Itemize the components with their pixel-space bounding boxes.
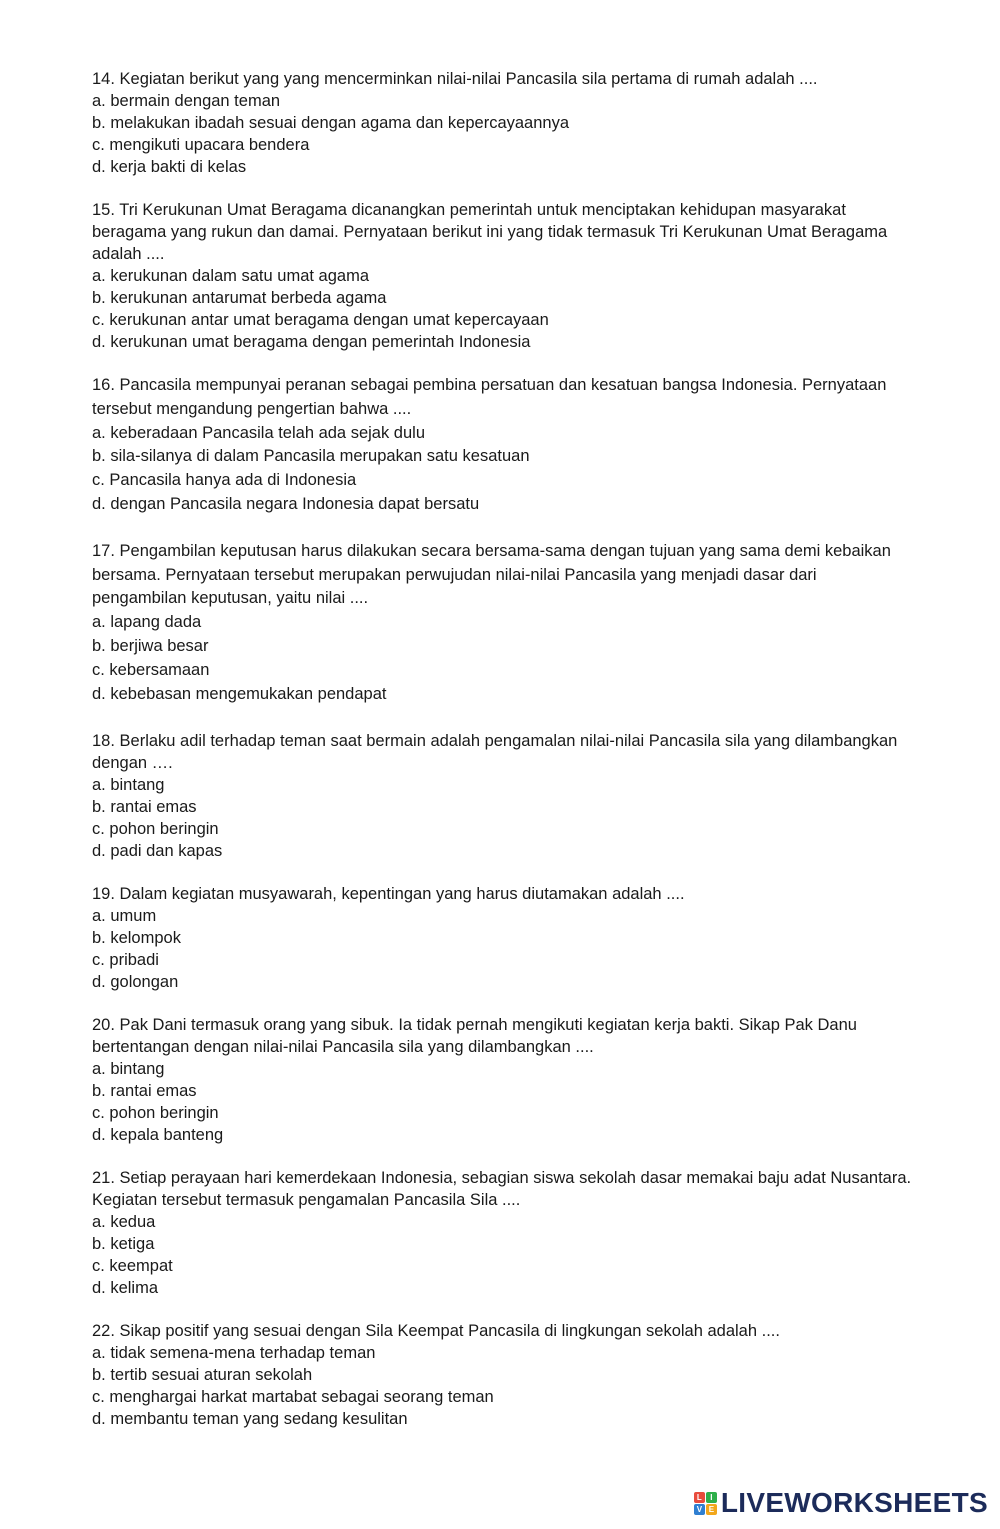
option-d[interactable]: d. kelima: [92, 1279, 159, 1298]
question-22: [92, 1320, 912, 1430]
question-text: 19. Dalam kegiatan musyawarah, kepentingan yang harus diutamakan adalah ....: [92, 885, 685, 904]
option-list: [92, 611, 912, 706]
option-c[interactable]: c. keempat: [92, 1257, 173, 1276]
option-a[interactable]: a. keberadaan Pancasila telah ada sejak dulu: [92, 423, 425, 442]
option-b[interactable]: b. kerukunan antarumat berbeda agama: [92, 289, 387, 307]
option-c[interactable]: c. Pancasila hanya ada di Indonesia: [92, 471, 357, 490]
option-d[interactable]: d. membantu teman yang sedang kesulitan: [92, 1410, 408, 1429]
logo-mark-icon: [694, 1492, 717, 1515]
option-b[interactable]: b. melakukan ibadah sesuai dengan agama dan kepercayaannya: [92, 114, 570, 132]
option-a[interactable]: a. kedua: [92, 1213, 156, 1232]
logo-mark-tile: I: [706, 1492, 717, 1503]
option-a[interactable]: a. umum: [92, 907, 157, 926]
option-a[interactable]: a. tidak semena-mena terhadap teman: [92, 1344, 376, 1363]
question-20: [92, 1014, 912, 1146]
option-c[interactable]: c. pohon beringin: [92, 1104, 219, 1123]
logo-mark-tile: E: [706, 1504, 717, 1515]
option-list: [92, 265, 912, 353]
option-c[interactable]: c. kebersamaan: [92, 660, 210, 679]
option-b[interactable]: b. rantai emas: [92, 798, 197, 817]
option-c[interactable]: c. menghargai harkat martabat sebagai seorang teman: [92, 1388, 494, 1407]
question-17: [92, 540, 912, 707]
question-21: [92, 1167, 912, 1299]
option-c[interactable]: c. pohon beringin: [92, 820, 219, 839]
question-text: 18. Berlaku adil terhadap teman saat bermain adalah pengamalan nilai-nilai Pancasila sila yang dilambangkan dengan ….: [92, 732, 898, 773]
question-text: 22. Sikap positif yang sesuai dengan Sila Keempat Pancasila di lingkungan sekolah adalah ....: [92, 1322, 780, 1341]
option-list: [92, 1058, 912, 1146]
question-text: 20. Pak Dani termasuk orang yang sibuk. Ia tidak pernah mengikuti kegiatan kerja bakti. Sikap Pak Danu bertentangan dengan nilai-nilai Pancasila sila yang dilambangkan ....: [92, 1016, 857, 1057]
option-list: [92, 1211, 912, 1299]
option-d[interactable]: d. kerukunan umat beragama dengan pemerintah Indonesia: [92, 333, 531, 351]
liveworksheets-logo: [694, 1487, 988, 1519]
question-text: 14. Kegiatan berikut yang yang mencerminkan nilai-nilai Pancasila sila pertama di rumah adalah ....: [92, 70, 818, 88]
option-d[interactable]: d. kerja bakti di kelas: [92, 158, 247, 176]
question-text: 16. Pancasila mempunyai peranan sebagai pembina persatuan dan kesatuan bangsa Indonesia. Pernyataan tersebut mengandung pengertian bahwa ....: [92, 376, 887, 418]
option-b[interactable]: b. berjiwa besar: [92, 636, 209, 655]
question-text: 17. Pengambilan keputusan harus dilakukan secara bersama-sama dengan tujuan yang sama demi kebaikan bersama. Pernyataan tersebut merupakan perwujudan nilai-nilai Pancasila yang menjadi dasar dari pengambilan keputusan, yaitu nilai ....: [92, 541, 891, 608]
option-b[interactable]: b. sila-silanya di dalam Pancasila merupakan satu kesatuan: [92, 447, 530, 466]
option-list: [92, 90, 912, 178]
option-list: [92, 1342, 912, 1430]
option-list: [92, 422, 912, 517]
question-18: [92, 730, 912, 862]
option-b[interactable]: b. kelompok: [92, 929, 181, 948]
option-list: [92, 905, 912, 993]
question-16: [92, 374, 912, 517]
option-a[interactable]: a. bermain dengan teman: [92, 92, 281, 110]
option-d[interactable]: d. dengan Pancasila negara Indonesia dapat bersatu: [92, 494, 480, 513]
worksheet-page: [92, 68, 912, 1451]
option-d[interactable]: d. padi dan kapas: [92, 842, 223, 861]
option-a[interactable]: a. bintang: [92, 1060, 165, 1079]
option-d[interactable]: d. kepala banteng: [92, 1126, 224, 1145]
option-a[interactable]: a. lapang dada: [92, 613, 202, 632]
option-a[interactable]: a. kerukunan dalam satu umat agama: [92, 267, 369, 285]
option-c[interactable]: c. kerukunan antar umat beragama dengan umat kepercayaan: [92, 311, 549, 329]
option-c[interactable]: c. mengikuti upacara bendera: [92, 136, 310, 154]
option-list: [92, 774, 912, 862]
question-text: 21. Setiap perayaan hari kemerdekaan Indonesia, sebagian siswa sekolah dasar memakai baju adat Nusantara. Kegiatan tersebut termasuk pengamalan Pancasila Sila ....: [92, 1169, 912, 1210]
question-19: [92, 883, 912, 993]
option-a[interactable]: a. bintang: [92, 776, 165, 795]
option-b[interactable]: b. rantai emas: [92, 1082, 197, 1101]
option-d[interactable]: d. kebebasan mengemukakan pendapat: [92, 684, 387, 703]
logo-mark-tile: V: [694, 1504, 705, 1515]
question-15: [92, 199, 912, 353]
option-c[interactable]: c. pribadi: [92, 951, 159, 970]
option-b[interactable]: b. ketiga: [92, 1235, 155, 1254]
option-d[interactable]: d. golongan: [92, 973, 179, 992]
question-14: [92, 68, 912, 178]
option-b[interactable]: b. tertib sesuai aturan sekolah: [92, 1366, 313, 1385]
logo-text: LIVEWORKSHEETS: [720, 1487, 988, 1518]
logo-mark-tile: L: [694, 1492, 705, 1503]
question-text: 15. Tri Kerukunan Umat Beragama dicanangkan pemerintah untuk menciptakan kehidupan masyarakat beragama yang rukun dan damai. Pernyataan berikut ini yang tidak termasuk Tri Kerukunan Umat Beragama adalah ....: [92, 201, 888, 263]
